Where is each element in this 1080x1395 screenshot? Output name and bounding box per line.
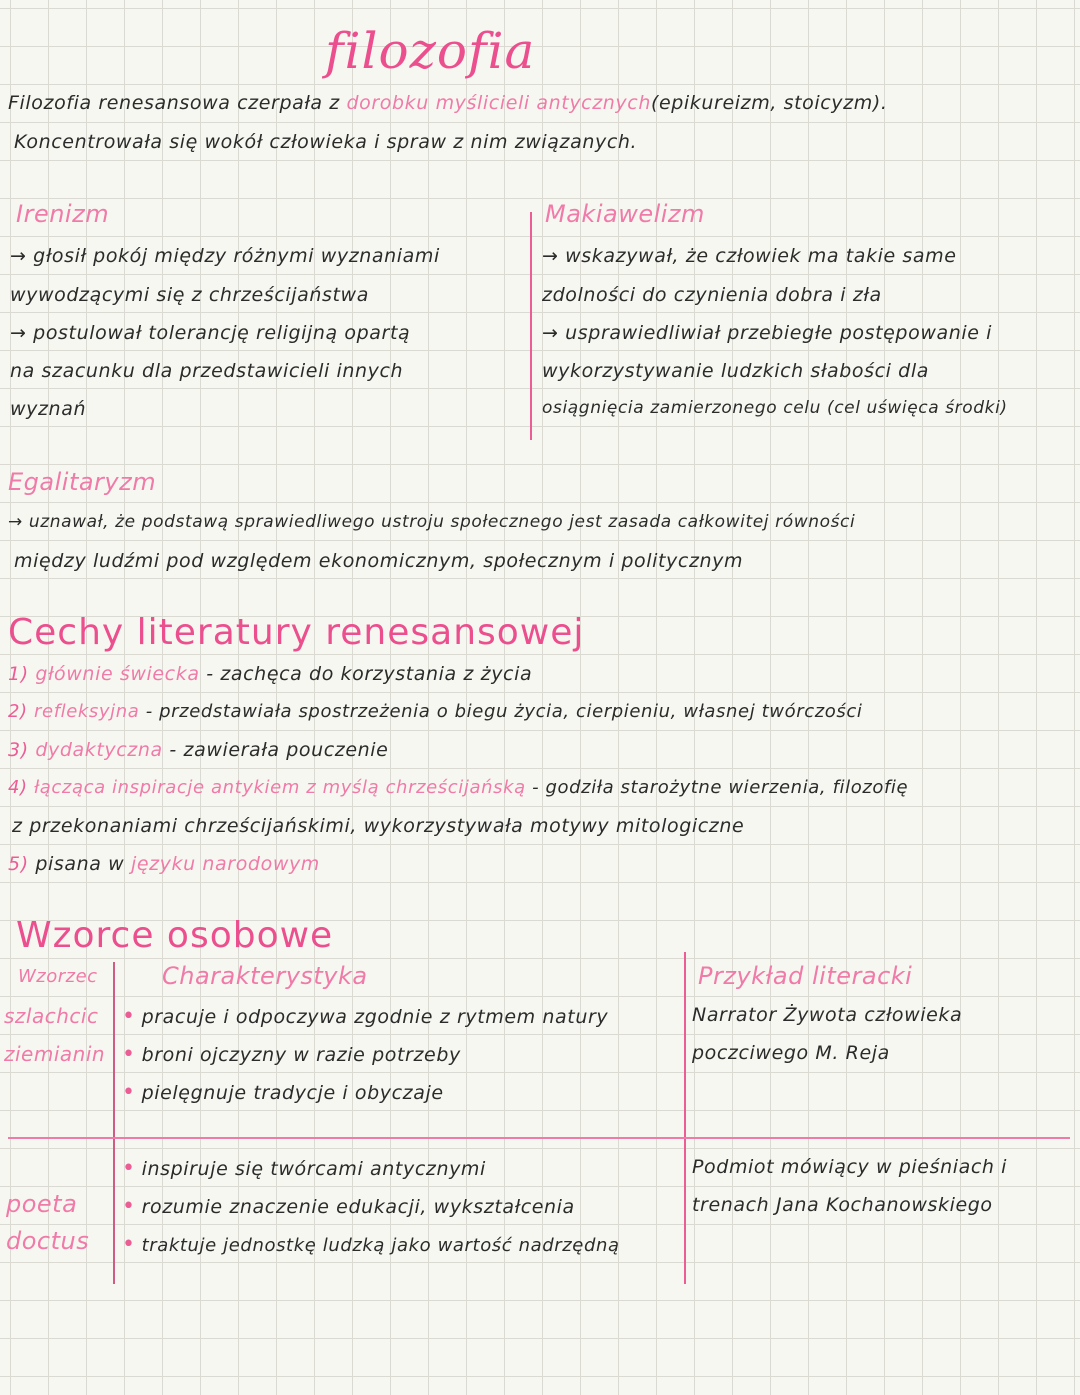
egalitaryzm-line: między ludźmi pod względem ekonomicznym, społecznym i politycznym (14, 550, 744, 572)
item-text: - zachęca do korzystania z życia (199, 663, 533, 685)
makiawelizm-line: wykorzystywanie ludzkich słabości dla (542, 360, 929, 382)
intro-line-1 (8, 92, 887, 114)
przyklad-line: poczciwego M. Reja (692, 1042, 890, 1064)
przyklad-line: trenach Jana Kochanowskiego (692, 1194, 993, 1216)
irenizm-heading: Irenizm (16, 200, 110, 228)
cechy-item-continued (12, 815, 744, 837)
charakterystyka-item: • rozumie znaczenie edukacji, wykształcenia (122, 1194, 575, 1219)
intro-text-end: (epikureizm, stoicyzm). (650, 92, 888, 114)
makiawelizm-line: → wskazywał, że człowiek ma takie same (542, 245, 957, 267)
item-number: 3) (8, 739, 29, 761)
bullet-icon: • (122, 1042, 136, 1067)
item-highlight: dydaktyczna (35, 739, 163, 761)
intro-highlight: dorobku myślicieli antycznych (346, 92, 651, 114)
item-highlight: refleksyjna (34, 701, 140, 722)
item-highlight: języku narodowym (130, 853, 320, 875)
bullet-icon: • (122, 1080, 136, 1105)
charakterystyka-item: • inspiruje się twórcami antycznymi (122, 1156, 486, 1181)
item-number: 5) (8, 853, 29, 875)
charakterystyka-item: • pracuje i odpoczywa zgodnie z rytmem natury (122, 1004, 609, 1029)
col-header-wzorzec: Wzorzec (18, 966, 98, 987)
intro-text: Filozofia renesansowa czerpała z (8, 92, 340, 114)
column-divider (530, 212, 532, 440)
item-text: - przedstawiała spostrzeżenia o biegu życia, cierpieniu, własnej twórczości (139, 701, 863, 722)
cechy-heading: Cechy literatury renesansowej (8, 612, 585, 653)
charakterystyka-item: • broni ojczyzny w razie potrzeby (122, 1042, 461, 1067)
cechy-item (8, 701, 862, 722)
wzorzec-name: doctus (6, 1227, 90, 1255)
item-text: - zawierała pouczenie (162, 739, 389, 761)
item-number: 4) (8, 777, 28, 798)
cechy-item (8, 739, 388, 761)
item-number: 2) (8, 701, 28, 722)
cechy-item (8, 663, 532, 685)
irenizm-line: → głosił pokój między różnymi wyznaniami (10, 245, 440, 267)
makiawelizm-line: → usprawiedliwiał przebiegłe postępowanie i (542, 322, 993, 344)
wzorzec-name: ziemianin (4, 1042, 106, 1066)
cechy-item (8, 853, 320, 875)
makiawelizm-line: zdolności do czynienia dobra i zła (542, 284, 882, 306)
charakterystyka-item: • traktuje jednostkę ludzką jako wartość nadrzędną (122, 1232, 620, 1257)
col-header-przyklad: Przykład literacki (698, 962, 913, 990)
irenizm-line: wyznań (10, 398, 87, 420)
item-text: - godziła starożytne wierzenia, filozofię (525, 777, 909, 798)
col-header-charakterystyka: Charakterystyka (162, 962, 368, 990)
wzorzec-name: poeta (6, 1190, 78, 1218)
egalitaryzm-line: → uznawał, że podstawą sprawiedliwego ustroju społecznego jest zasada całkowitej równości (8, 512, 856, 532)
charakterystyka-item: • pielęgnuje tradycje i obyczaje (122, 1080, 444, 1105)
makiawelizm-heading: Makiawelizm (545, 200, 705, 228)
egalitaryzm-heading: Egalitaryzm (8, 468, 157, 496)
irenizm-line: → postulował tolerancję religijną opartą (10, 322, 411, 344)
item-highlight: łącząca inspiracje antykiem z myślą chrześcijańską (34, 777, 526, 798)
item-text: pisana w (35, 853, 131, 875)
irenizm-line: wywodzącymi się z chrześcijaństwa (10, 284, 369, 306)
table-divider-1 (113, 962, 115, 1284)
wzorzec-name: szlachcic (4, 1004, 99, 1028)
item-highlight: głównie świecka (35, 663, 200, 685)
wzorce-heading: Wzorce osobowe (16, 915, 334, 956)
page-title: filozofia (325, 22, 536, 80)
intro-line-2: Koncentrowała się wokół człowieka i spraw z nim związanych. (14, 131, 638, 153)
item-number: 1) (8, 663, 29, 685)
przyklad-line: Podmiot mówiący w pieśniach i (692, 1156, 1008, 1178)
bullet-icon: • (122, 1232, 136, 1257)
irenizm-line: na szacunku dla przedstawicieli innych (10, 360, 404, 382)
przyklad-line: Narrator Żywota człowieka (692, 1004, 963, 1026)
cechy-item (8, 777, 908, 798)
table-row-divider (8, 1137, 1070, 1139)
bullet-icon: • (122, 1194, 136, 1219)
item-text: z przekonaniami chrześcijańskimi, wykorzystywała motywy mitologiczne (12, 815, 745, 837)
makiawelizm-line: osiągnięcia zamierzonego celu (cel uświęca środki) (542, 398, 1008, 418)
bullet-icon: • (122, 1156, 136, 1181)
bullet-icon: • (122, 1004, 136, 1029)
table-divider-2 (684, 952, 686, 1284)
